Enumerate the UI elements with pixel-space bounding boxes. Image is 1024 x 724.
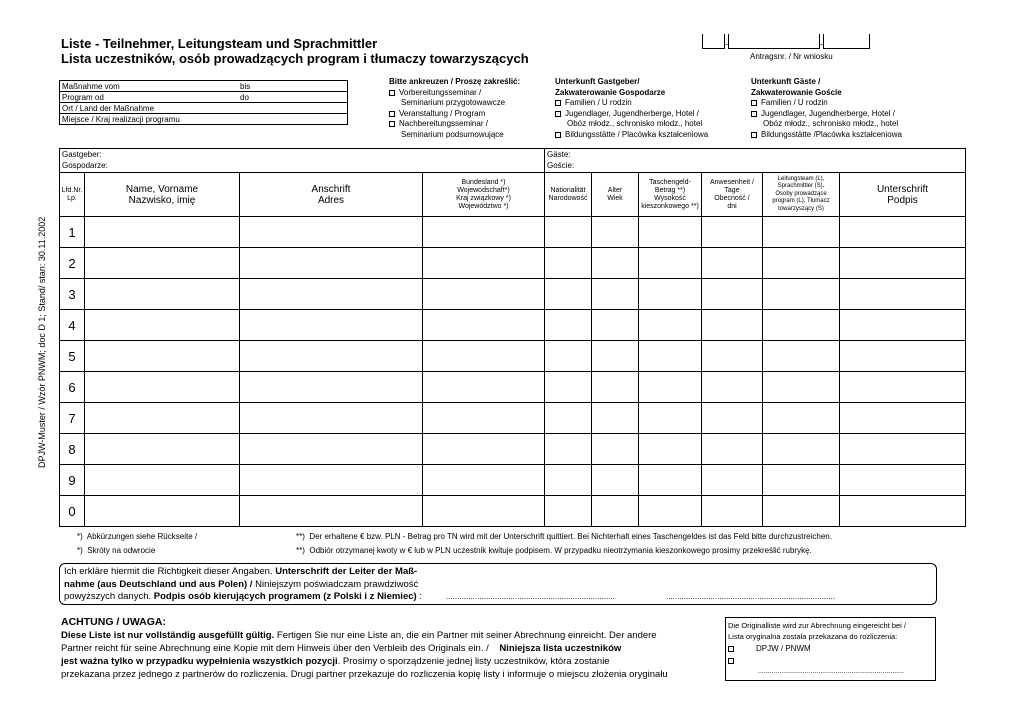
row-number: 0 [60, 496, 85, 527]
opt-prep-pl: Seminarium przygotowawcze [401, 98, 506, 107]
col-header-signature: Unterschrift Podpis [840, 173, 966, 217]
opt-prep-de: Vorbereitungsseminar / [399, 87, 482, 97]
cell-name[interactable] [85, 279, 240, 310]
cell-role[interactable] [763, 372, 840, 403]
cell-address[interactable] [240, 310, 423, 341]
event-type-section [389, 77, 520, 140]
warning-text-1: Diese Liste ist nur vollständig ausgefüllt gültig. [61, 630, 275, 641]
warning-section [61, 616, 668, 681]
warning-text-3: jest ważna tylko w przypadku wypełnienia wszystkich pozycji [61, 656, 338, 667]
cell-name[interactable] [85, 434, 240, 465]
table-row [60, 279, 966, 310]
cell-name[interactable] [85, 248, 240, 279]
row-number: 5 [60, 341, 85, 372]
cell-signature[interactable] [840, 248, 966, 279]
cell-attendance[interactable] [702, 465, 763, 496]
cell-signature[interactable] [840, 372, 966, 403]
measure-to-label[interactable]: bis [238, 81, 348, 92]
opt-program: Veranstaltung / Program [399, 108, 486, 118]
cell-pocket-money[interactable] [639, 217, 702, 248]
cell-region[interactable] [423, 248, 545, 279]
cell-name[interactable] [85, 403, 240, 434]
cell-address[interactable] [240, 248, 423, 279]
cell-nationality[interactable] [545, 465, 592, 496]
cell-nationality[interactable] [545, 434, 592, 465]
guest-accommodation-heading-de: Unterkunft Gäste / [751, 77, 821, 86]
declaration-text-2: nahme (aus Deutschland und aus Polen) / [64, 578, 253, 590]
guest-opt-education: Bildungsstätte /Placówka kształceniowa [761, 129, 902, 139]
cell-region[interactable] [423, 496, 545, 527]
cell-age[interactable] [592, 434, 639, 465]
row-number: 3 [60, 279, 85, 310]
cell-role[interactable] [763, 341, 840, 372]
row-number: 6 [60, 372, 85, 403]
cell-signature[interactable] [840, 310, 966, 341]
cell-pocket-money[interactable] [639, 248, 702, 279]
ref-box-3[interactable] [823, 34, 870, 49]
cell-pocket-money[interactable] [639, 465, 702, 496]
cell-nationality[interactable] [545, 248, 592, 279]
title-pl: Lista uczestników, osób prowadzących program i tłumaczy towarzyszących [61, 51, 529, 66]
table-row [60, 496, 966, 527]
cell-name[interactable] [85, 217, 240, 248]
cell-signature[interactable] [840, 496, 966, 527]
cell-attendance[interactable] [702, 310, 763, 341]
host-opt-camp-pl: Obóz młodz., schronisko młodz., hotel [567, 119, 703, 128]
cell-address[interactable] [240, 372, 423, 403]
location-pl-label[interactable]: Miejsce / Kraj realizacji programu [60, 114, 348, 125]
cell-age[interactable] [592, 465, 639, 496]
cell-name[interactable] [85, 341, 240, 372]
col-header-attendance: Anwesenheit / Tage Obecność / dni [702, 173, 763, 217]
warning-text-2b: Niniejsza lista uczestników [499, 643, 622, 654]
warning-text-1b: Fertigen Sie nur eine Liste an, die ein Partner mit seiner Abrechnung einreicht. Der andere [276, 630, 657, 641]
host-cell[interactable] [60, 149, 545, 173]
warning-text-4: przekazana przez jednego z partnerów do rozliczenia. Drugi partner przekazuje do rozliczenia kopię listy i informuje o miejscu złożenia oryginału [61, 669, 668, 680]
original-box-option-dpjw: DPJW / PNWM [756, 644, 811, 653]
cell-age[interactable] [592, 341, 639, 372]
cell-pocket-money[interactable] [639, 403, 702, 434]
cell-region[interactable] [423, 403, 545, 434]
measure-from-label[interactable]: Maßnahme vom [60, 81, 239, 92]
cell-address[interactable] [240, 465, 423, 496]
cell-pocket-money[interactable] [639, 341, 702, 372]
guest-label-pl: Goście: [547, 161, 575, 170]
table-row [60, 465, 966, 496]
cell-pocket-money[interactable] [639, 310, 702, 341]
cell-pocket-money[interactable] [639, 279, 702, 310]
row-number: 1 [60, 217, 85, 248]
cell-pocket-money[interactable] [639, 372, 702, 403]
cell-attendance[interactable] [702, 341, 763, 372]
checkbox-prep-seminar[interactable] [389, 90, 395, 96]
col-header-name: Name, Vorname Nazwisko, imię [85, 173, 240, 217]
cell-name[interactable] [85, 496, 240, 527]
footnote-1: *) Abkürzungen siehe Rückseite / *) Skróty na odwrocie [77, 532, 198, 555]
cell-signature[interactable] [840, 341, 966, 372]
col-header-region: Bundesland *) Wojewodschaft*) Kraj związkowy *) Województwo *) [423, 173, 545, 217]
original-box-other-line[interactable]: ........................................................................... [758, 668, 904, 675]
checkbox-guest-education[interactable] [751, 132, 757, 138]
cell-nationality[interactable] [545, 341, 592, 372]
table-row [60, 403, 966, 434]
cell-role[interactable] [763, 403, 840, 434]
row-number: 9 [60, 465, 85, 496]
program-from-label[interactable]: Program od [60, 92, 239, 103]
opt-followup-pl: Seminarium podsumowujące [401, 129, 504, 139]
table-row [60, 248, 966, 279]
cell-address[interactable] [240, 341, 423, 372]
cell-region[interactable] [423, 217, 545, 248]
cell-role[interactable] [763, 217, 840, 248]
guest-accommodation-heading-pl: Zakwaterowanie Goście [751, 87, 842, 97]
checkbox-host-education[interactable] [555, 132, 561, 138]
application-number-field[interactable]: - - [702, 34, 870, 49]
table-row [60, 372, 966, 403]
checkbox-guest-camp[interactable] [751, 111, 757, 117]
table-row [60, 310, 966, 341]
original-list-box [725, 617, 936, 681]
guest-opt-camp-de: Jugendlager, Jugendherberge, Hotel / [761, 108, 895, 118]
cell-region[interactable] [423, 465, 545, 496]
host-opt-family: Familien / U rodzin [565, 98, 632, 107]
cell-age[interactable] [592, 279, 639, 310]
cell-attendance[interactable] [702, 279, 763, 310]
cell-attendance[interactable] [702, 372, 763, 403]
guest-cell[interactable] [545, 149, 966, 173]
host-opt-camp-de: Jugendlager, Jugendherberge, Hotel / [565, 108, 699, 118]
original-box-text-1: Die Originalliste wird zur Abrechnung eingereicht bei / [728, 621, 907, 630]
host-label-de: Gastgeber: [62, 150, 102, 159]
cell-nationality[interactable] [545, 372, 592, 403]
cell-role[interactable] [763, 279, 840, 310]
cell-attendance[interactable] [702, 403, 763, 434]
checkbox-host-camp[interactable] [555, 111, 561, 117]
cell-attendance[interactable] [702, 217, 763, 248]
warning-title: ACHTUNG / UWAGA: [61, 616, 166, 628]
cell-age[interactable] [592, 403, 639, 434]
ref-box-2[interactable] [728, 34, 820, 49]
cell-age[interactable] [592, 217, 639, 248]
cell-role[interactable] [763, 434, 840, 465]
cell-role[interactable] [763, 310, 840, 341]
cell-region[interactable] [423, 279, 545, 310]
cell-age[interactable] [592, 372, 639, 403]
cell-address[interactable] [240, 496, 423, 527]
row-number: 4 [60, 310, 85, 341]
cell-address[interactable] [240, 279, 423, 310]
cell-nationality[interactable] [545, 403, 592, 434]
title-de: Liste - Teilnehmer, Leitungsteam und Sprachmittler [61, 36, 378, 51]
host-accommodation-heading-de: Unterkunft Gastgeber/ [555, 77, 640, 86]
row-number: 2 [60, 248, 85, 279]
cell-attendance[interactable] [702, 434, 763, 465]
cell-signature[interactable] [840, 403, 966, 434]
host-accommodation-section [555, 77, 708, 140]
footnote-2: **) Der erhaltene € bzw. PLN - Betrag pro TN wird mit der Unterschrift quittiert. Bei Nichterhalt eines Taschengeldes ist das Feld bitte durchzustreichen. **) Odbiór otrzymanej kwoty w € lub w PLN uczestnik kwituje podpisem. W przypadku nieotrzymania kieszonkowego prosimy przekreślić rubrykę. [296, 532, 832, 555]
cell-attendance[interactable] [702, 496, 763, 527]
cell-role[interactable] [763, 465, 840, 496]
checkbox-guest-family[interactable] [751, 100, 757, 106]
cell-name[interactable] [85, 372, 240, 403]
cell-age[interactable] [592, 496, 639, 527]
checkbox-followup-seminar[interactable] [389, 121, 395, 127]
cell-region[interactable] [423, 372, 545, 403]
program-to-label[interactable]: do [238, 92, 348, 103]
guest-opt-camp-pl: Obóz młodz., schronisko młodz., hotel [763, 119, 899, 128]
signature-line-2[interactable]: ............................................................................ [666, 592, 835, 601]
table-row [60, 217, 966, 248]
col-header-role: Leitungsteam (L), Sprachmittler (S), Osoby prowadzące program (L), Tłumacz towarzyszący (S) [763, 173, 840, 217]
cell-pocket-money[interactable] [639, 496, 702, 527]
event-type-heading: Bitte ankreuzen / Proszę zakreślić: [389, 77, 521, 86]
measure-fields [59, 80, 348, 125]
opt-followup-de: Nachbereitungsseminar / [399, 119, 488, 128]
cell-role[interactable] [763, 496, 840, 527]
host-accommodation-heading-pl: Zakwaterowanie Gospodarze [555, 87, 666, 97]
cell-address[interactable] [240, 434, 423, 465]
cell-signature[interactable] [840, 434, 966, 465]
checkbox-host-family[interactable] [555, 100, 561, 106]
declaration-text-3b: Podpis osób kierujących programem (z Polski i z Niemiec) [153, 591, 417, 602]
cell-signature[interactable] [840, 279, 966, 310]
table-row [60, 341, 966, 372]
col-header-address: Anschrift Adres [240, 173, 423, 217]
cell-signature[interactable] [840, 217, 966, 248]
host-label-pl: Gospodarze: [62, 161, 108, 170]
checkbox-other[interactable] [728, 658, 734, 664]
cell-nationality[interactable] [545, 310, 592, 341]
declaration-text-2b: Niniejszym poświadczam prawdziwość [255, 578, 419, 590]
location-de-label[interactable]: Ort / Land der Maßnahme [60, 103, 348, 114]
signature-line-1[interactable]: ............................................................................ [446, 592, 615, 601]
declaration-text-1: Ich erkläre hiermit die Richtigkeit dieser Angaben. [64, 566, 273, 577]
ref-box-1[interactable] [702, 34, 725, 49]
col-header-nationality: Nationalität Narodowość [545, 173, 592, 217]
host-opt-education: Bildungsstätte / Placówka kształceniowa [565, 129, 709, 139]
row-number: 8 [60, 434, 85, 465]
guest-accommodation-section [751, 77, 902, 140]
warning-text-3b: . Prosimy o sporządzenie jednej listy uczestników, która zostanie [337, 656, 610, 667]
cell-address[interactable] [240, 217, 423, 248]
original-box-text-2: Lista oryginalna została przekazana do rozliczenia: [728, 632, 898, 641]
cell-nationality[interactable] [545, 279, 592, 310]
cell-region[interactable] [423, 434, 545, 465]
col-header-pocket-money: Taschengeld- Betrag **) Wysokość kieszonkowego **) [639, 173, 702, 217]
guest-label-de: Gäste: [547, 150, 571, 159]
row-number: 7 [60, 403, 85, 434]
checkbox-dpjw[interactable] [728, 646, 734, 652]
side-doc-reference: DPJW-Muster / Wzór PNWM; doc D 1; Stand/ stan: 30.11.2002 [37, 216, 47, 468]
col-header-age: Alter Wiek [592, 173, 639, 217]
cell-name[interactable] [85, 465, 240, 496]
cell-age[interactable] [592, 248, 639, 279]
cell-age[interactable] [592, 310, 639, 341]
cell-region[interactable] [423, 310, 545, 341]
warning-text-2: Partner reicht für seine Abrechnung eine Kopie mit dem Hinweis über den Verbleib des Originals ein. / [61, 643, 489, 654]
cell-attendance[interactable] [702, 248, 763, 279]
cell-nationality[interactable] [545, 217, 592, 248]
cell-nationality[interactable] [545, 496, 592, 527]
table-row [60, 434, 966, 465]
guest-opt-family: Familien / U rodzin [761, 98, 828, 107]
application-number-label: Antragsnr. / Nr wniosku [750, 52, 833, 61]
declaration-text-1b: Unterschrift der Leiter der Maß- [275, 566, 418, 577]
cell-pocket-money[interactable] [639, 434, 702, 465]
participant-table [59, 148, 966, 527]
cell-role[interactable] [763, 248, 840, 279]
checkbox-program[interactable] [389, 111, 395, 117]
cell-signature[interactable] [840, 465, 966, 496]
col-header-nr: Lfd.Nr. Lp. [60, 173, 85, 217]
cell-region[interactable] [423, 341, 545, 372]
cell-name[interactable] [85, 310, 240, 341]
declaration-text-3: powyższych danych. [64, 591, 152, 602]
cell-address[interactable] [240, 403, 423, 434]
declaration-box: Ich erkläre hiermit die Richtigkeit dieser Angaben. Unterschrift der Leiter der Maß- nahme (aus Deutschland und aus Polen) / Niniejszym poświadczam prawdziwość powyższych danych. Podpis osób kierujących programem (z Polski i z Niemiec) : ............................................................................ ............................................................................ [59, 563, 937, 605]
